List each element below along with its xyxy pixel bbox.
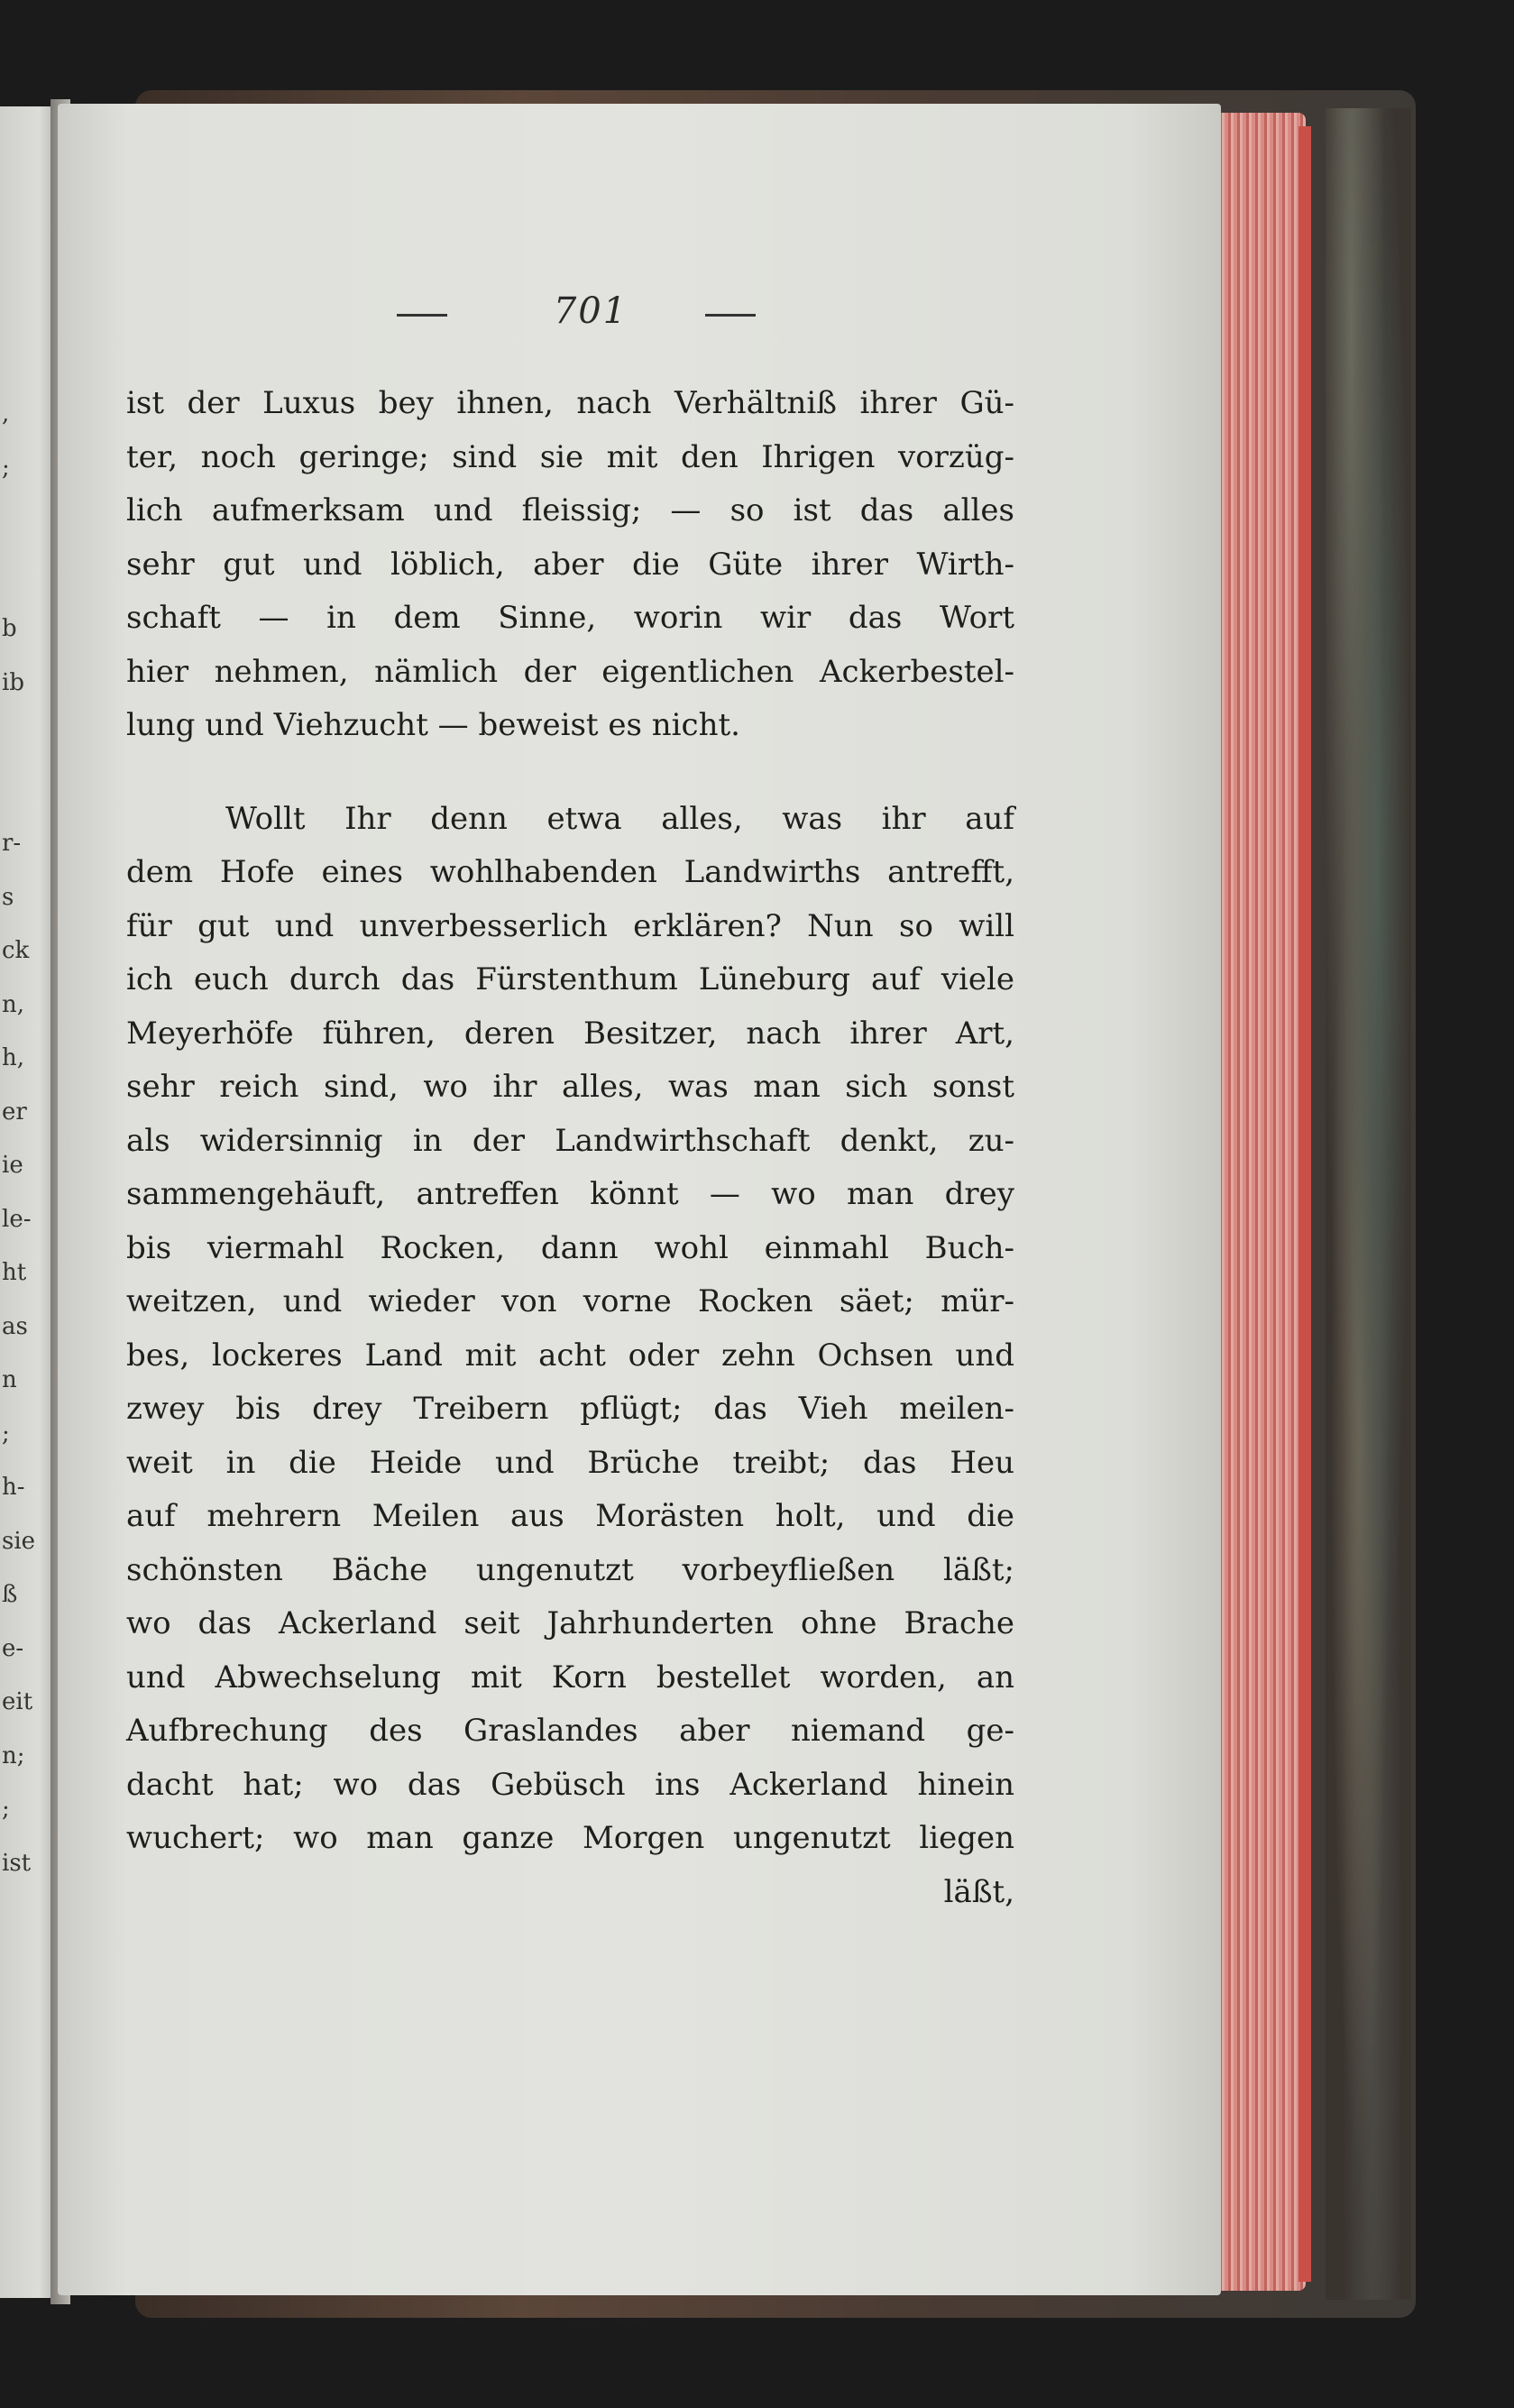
text-line: bes, lockeres Land mit acht oder zehn Ochsen und [126, 1337, 1014, 1374]
facing-page-fragment: ; [2, 1796, 10, 1823]
red-page-edges [1216, 113, 1306, 2291]
text-line: weitzen, und wieder von vorne Rocken säet; mür- [126, 1283, 1014, 1319]
facing-page-fragment: er [2, 1098, 27, 1126]
text-line: als widersinnig in der Landwirthschaft denkt, zu- [126, 1122, 1014, 1159]
facing-page-fragment: b [2, 615, 17, 642]
facing-page-fragment: ie [2, 1152, 23, 1179]
page-body-text [126, 377, 1014, 1919]
header-dash-right [705, 314, 756, 317]
text-line: Aufbrechung des Graslandes aber niemand ge- [126, 1713, 1014, 1749]
facing-page-fragment: n; [2, 1742, 25, 1769]
paragraph-gap [126, 753, 1014, 793]
text-line: lich aufmerksam und fleissig; — so ist das alles [126, 492, 1014, 528]
text-line: weit in die Heide und Brüche treibt; das Heu [126, 1444, 1014, 1481]
text-line: lung und Viehzucht — beweist es nicht. [126, 707, 740, 743]
text-line: auf mehrern Meilen aus Morästen holt, und die [126, 1498, 1014, 1534]
facing-page-fragment: ck [2, 937, 30, 964]
text-line: und Abwechselung mit Korn bestellet worden, an [126, 1659, 1014, 1696]
page-number: 701 [553, 290, 629, 332]
facing-page-text-fragments [2, 388, 36, 1890]
text-line: ter, noch geringe; sind sie mit den Ihrigen vorzüg- [126, 438, 1014, 475]
text-line: ist der Luxus bey ihnen, nach Verhältniß ihrer Gü- [126, 385, 1014, 421]
facing-page-fragment: h- [2, 1474, 25, 1501]
facing-page-fragment: h, [2, 1044, 25, 1071]
facing-page-fragment: as [2, 1312, 28, 1340]
text-line: schönsten Bäche ungenutzt vorbeyfließen läßt; [126, 1551, 1014, 1588]
facing-page-fragment: le- [2, 1205, 32, 1233]
paragraph [126, 377, 1014, 753]
text-line: sehr reich sind, wo ihr alles, was man sich sonst [126, 1069, 1014, 1105]
text-line: ich euch durch das Fürstenthum Lüneburg auf viele [126, 961, 1014, 997]
facing-page-fragment: n [2, 1366, 17, 1393]
facing-page-fragment [2, 764, 32, 818]
catchword: läßt, [943, 1873, 1014, 1910]
facing-page-fragment: ; [2, 1420, 10, 1448]
facing-page-fragment: n, [2, 990, 25, 1018]
header-dash-left [397, 314, 447, 317]
paragraph [126, 793, 1014, 1866]
text-line: dacht hat; wo das Gebüsch ins Ackerland hinein [126, 1766, 1014, 1803]
facing-page-fragment: ist [2, 1849, 32, 1877]
facing-page-fragment: e- [2, 1634, 24, 1662]
text-line: wo das Ackerland seit Jahrhunderten ohne Brache [126, 1605, 1014, 1641]
page-header [388, 290, 766, 335]
text-line: sehr gut und löblich, aber die Güte ihrer Wirth- [126, 546, 1014, 583]
facing-page-fragment: sie [2, 1527, 36, 1555]
text-line: zwey bis drey Treibern pflügt; das Vieh meilen- [126, 1391, 1014, 1427]
facing-page-fragment [2, 549, 32, 603]
text-line: sammengehäuft, antreffen könnt — wo man drey [126, 1176, 1014, 1212]
marbled-cover-edge [1326, 108, 1411, 2300]
facing-page-fragment: ; [2, 454, 10, 482]
text-line: Meyerhöfe führen, deren Besitzer, nach ihrer Art, [126, 1015, 1014, 1052]
text-line: bis viermahl Rocken, dann wohl einmahl Buch- [126, 1229, 1014, 1266]
facing-page-fragment: , [2, 400, 10, 427]
text-line: hier nehmen, nämlich der eigentlichen Ackerbestel- [126, 653, 1014, 690]
facing-page-fragment [2, 710, 32, 764]
facing-page-fragment: ib [2, 668, 24, 696]
text-line: dem Hofe eines wohlhabenden Landwirths antrefft, [126, 854, 1014, 890]
text-line: für gut und unverbesserlich erklären? Nun so will [126, 907, 1014, 944]
text-line: wuchert; wo man ganze Morgen ungenutzt liegen [126, 1820, 1014, 1856]
facing-page-fragment: s [2, 883, 14, 911]
facing-page-fragment: r- [2, 830, 22, 857]
facing-page-fragment [2, 495, 32, 549]
facing-page-fragment: eit [2, 1688, 33, 1715]
facing-page-fragment: ß [2, 1581, 18, 1608]
text-line: Wollt Ihr denn etwa alles, was ihr auf [225, 800, 1014, 837]
facing-page-fragment: ht [2, 1259, 27, 1286]
page-edge-shadow [1298, 126, 1311, 2282]
text-line: schaft — in dem Sinne, worin wir das Wort [126, 600, 1014, 636]
